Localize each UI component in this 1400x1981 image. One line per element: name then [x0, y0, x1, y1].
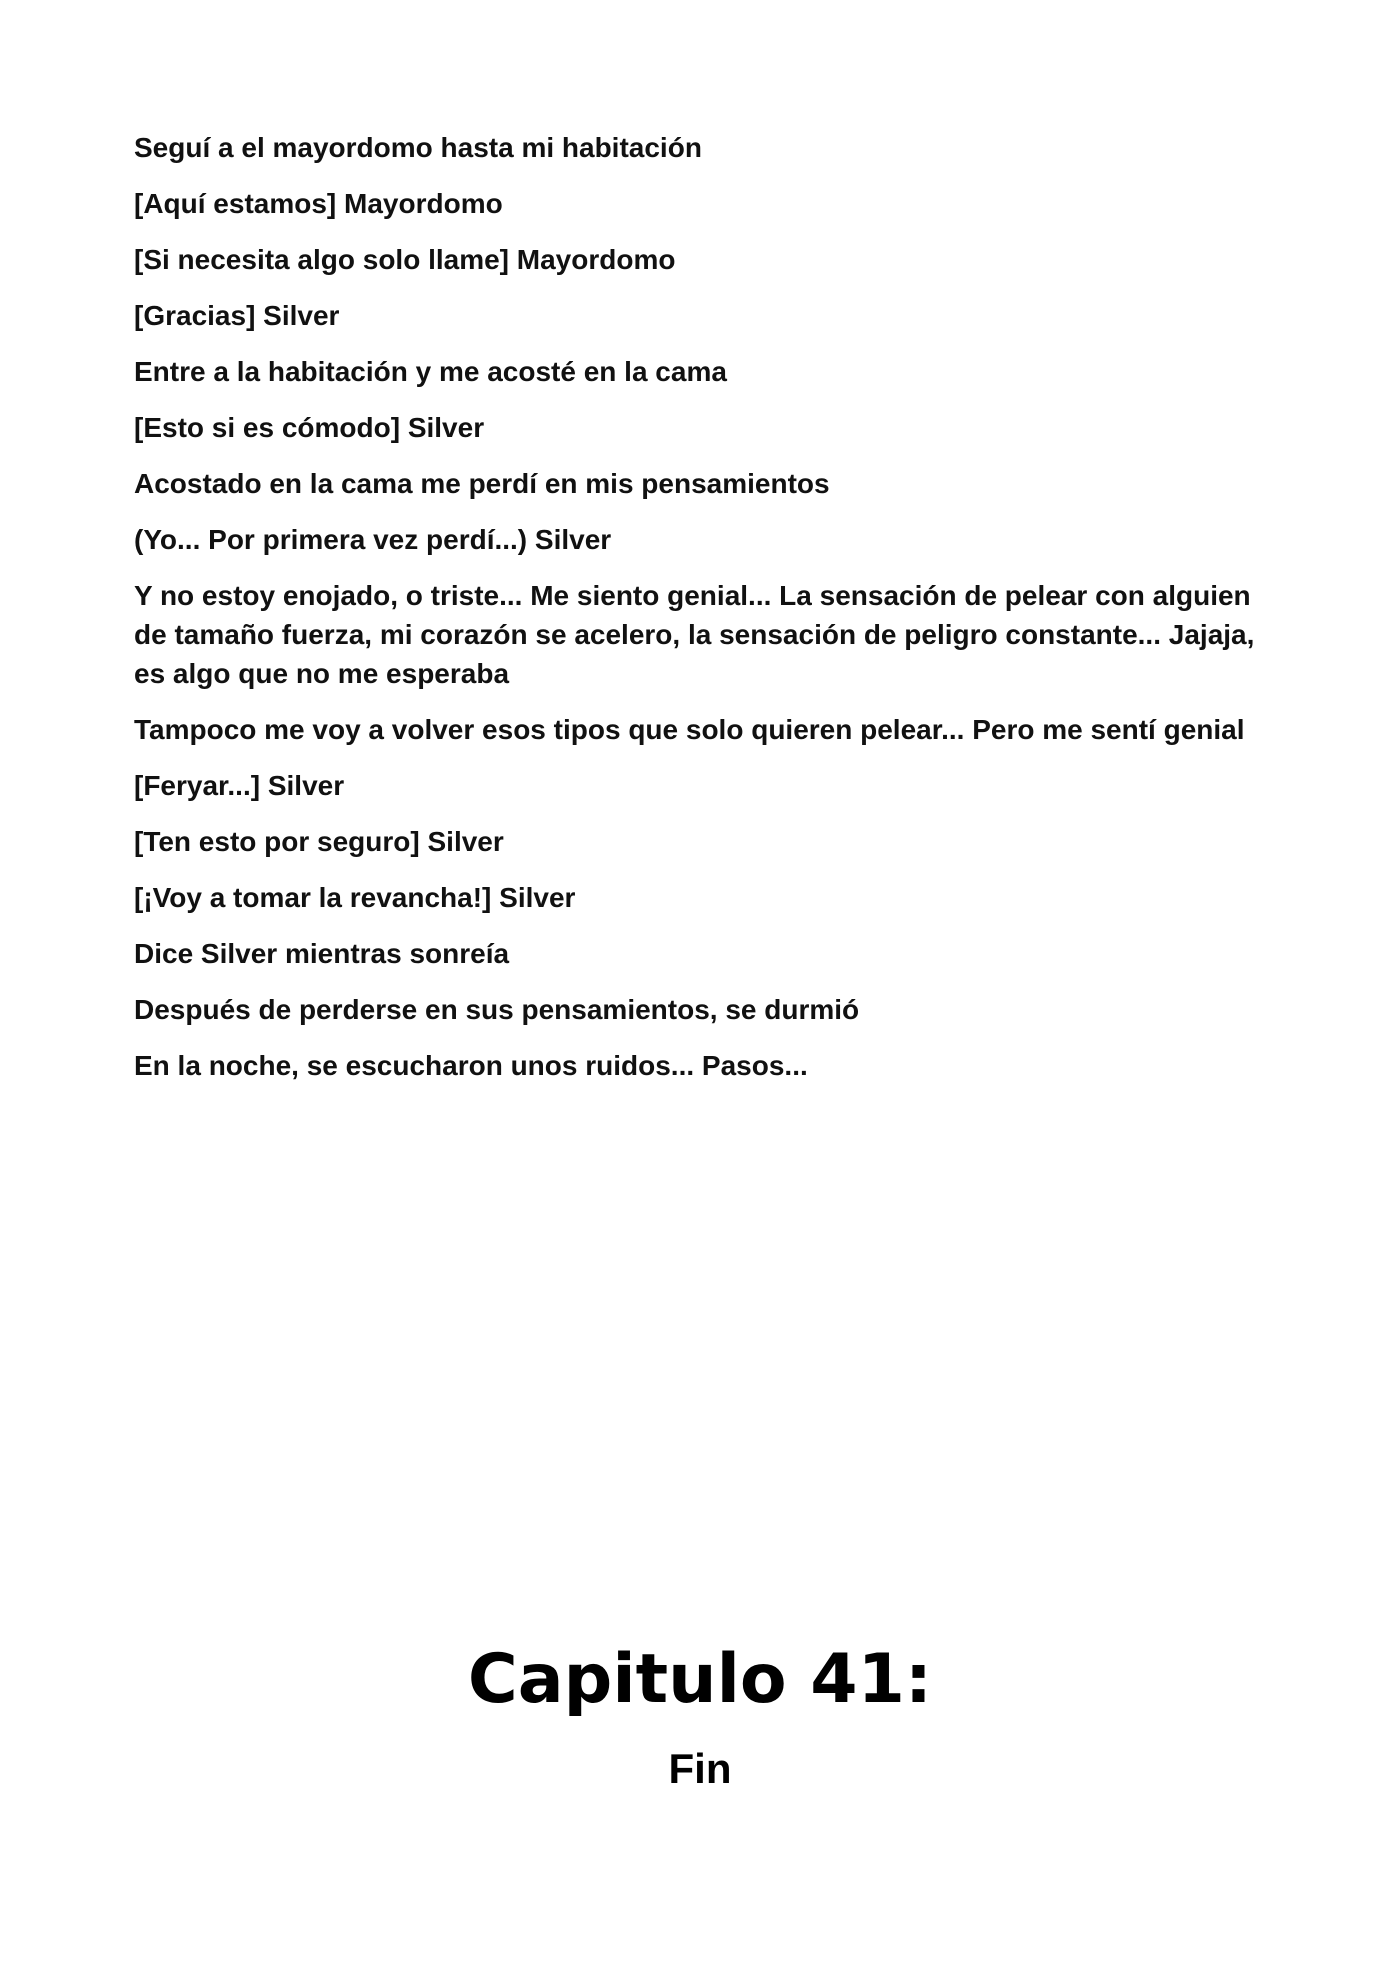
paragraph: En la noche, se escucharon unos ruidos... Pasos...	[134, 1050, 808, 1081]
chapter-subtitle: Fin	[668, 1745, 732, 1792]
paragraph: Seguí a el mayordomo hasta mi habitación	[134, 132, 702, 163]
paragraph: Acostado en la cama me perdí en mis pensamientos	[134, 468, 830, 499]
story-text	[134, 128, 1284, 1102]
paragraph: Tampoco me voy a volver esos tipos que solo quieren pelear... Pero me sentí genial	[134, 714, 1245, 745]
paragraph: [Ten esto por seguro] Silver	[134, 826, 504, 857]
paragraph: (Yo... Por primera vez perdí...) Silver	[134, 524, 612, 555]
paragraph: [Aquí estamos] Mayordomo	[134, 188, 503, 219]
paragraph: Dice Silver mientras sonreía	[134, 938, 510, 969]
paragraph: [Feryar...] Silver	[134, 770, 345, 801]
paragraph: Después de perderse en sus pensamientos, se durmió	[134, 994, 860, 1025]
paragraph: [Esto si es cómodo] Silver	[134, 412, 485, 443]
paragraph: Y no estoy enojado, o triste... Me siento genial... La sensación de pelear con alguien de tamaño fuerza, mi corazón se acelero, la sensación de peligro constante... Jajaja, es algo que no me esperaba	[134, 580, 1255, 689]
chapter-title: Capitulo 41:	[467, 1640, 933, 1719]
paragraph: Entre a la habitación y me acosté en la cama	[134, 356, 727, 387]
paragraph: [¡Voy a tomar la revancha!] Silver	[134, 882, 576, 913]
paragraph: [Gracias] Silver	[134, 300, 340, 331]
paragraph: [Si necesita algo solo llame] Mayordomo	[134, 244, 676, 275]
